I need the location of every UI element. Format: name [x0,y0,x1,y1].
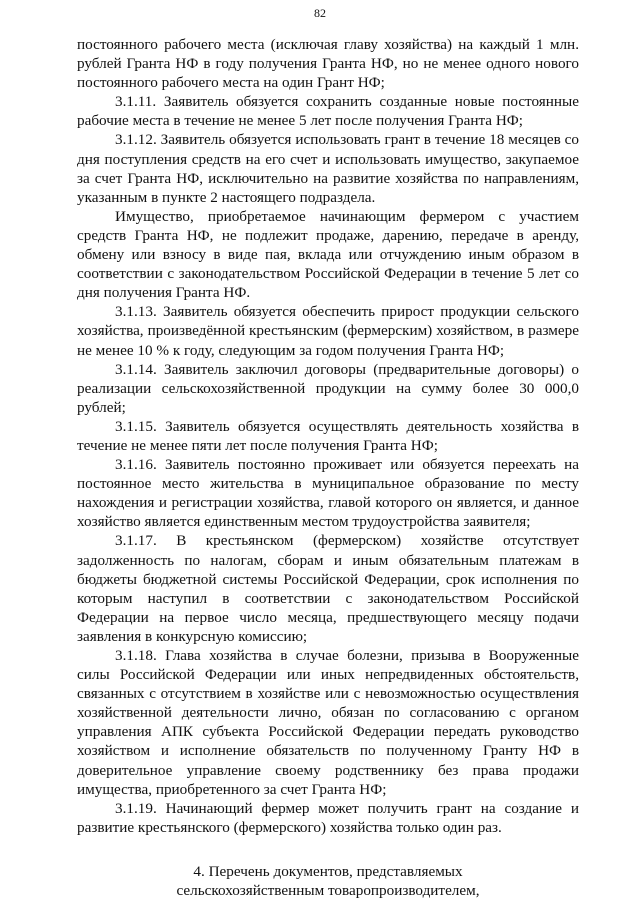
document-body [77,35,579,900]
paragraph-3-1-16: 3.1.16. Заявитель постоянно проживает или обязуется переехать на постоянное место жительства в муниципальное образование по месту нахождения и регистрации хозяйства, главой которого он является, и данное хозяйство является единственным местом трудоустройства заявителя; [77,456,579,531]
paragraph-3-1-17: 3.1.17. В крестьянском (фермерском) хозяйстве отсутствует задолженность по налогам, сборам и иным обязательным платежам в бюджеты бюджетной системы Российской Федерации, срок исполнения по которым наступил в соответствии с законодательством Российской Федерации на первое число месяца, предшествующего месяцу подачи заявления в конкурсную комиссию; [77,532,579,645]
paragraph-3-1-18: 3.1.18. Глава хозяйства в случае болезни, призыва в Вооруженные силы Российской Федерации или иных непредвиденных обстоятельств, связанных с отсутствием в хозяйстве или с невозможностью осуществления хозяйственной деятельности лично, обязан по согласованию с органом управления АПК субъекта Российской Федерации передать руководство хозяйством и исполнение обязательств по полученному Гранту НФ в доверительное управление своему родственнику без права продажи имущества, приобретенного за счет Гранта НФ; [77,647,579,798]
paragraph-3-1-14: 3.1.14. Заявитель заключил договоры (предварительные договоры) о реализации сельскохозяйственной продукции на сумму более 30 000,0 рублей; [77,360,579,416]
page-number: 82 [314,6,326,20]
paragraph-3-1-13: 3.1.13. Заявитель обязуется обеспечить прирост продукции сельского хозяйства, произведённой крестьянским (фермерским) хозяйством, в размере не менее 10 % к году, следующим за годом получения Гранта НФ; [77,303,579,359]
paragraph-3-1-11: 3.1.11. Заявитель обязуется сохранить созданные новые постоянные рабочие места в течение не менее 5 лет после получения Гранта НФ; [77,93,579,130]
paragraph-3-1-19: 3.1.19. Начинающий фермер может получить грант на создание и развитие крестьянского (фермерского) хозяйства только один раз. [77,799,579,836]
section-heading-line-1: 4. Перечень документов, представляемых [193,862,463,880]
paragraph-3-1-15: 3.1.15. Заявитель обязуется осуществлять деятельность хозяйства в течение не менее пяти лет после получения Гранта НФ; [77,417,579,454]
paragraph-property: Имущество, приобретаемое начинающим фермером с участием средств Гранта НФ, не подлежит продаже, дарению, передаче в аренду, обмену или взносу в виде пая, вклада или отчуждению иным образом в соответствии с законодательством Российской Федерации в течение 5 лет со дня получения Гранта НФ. [77,207,579,302]
section-heading-line-2: сельскохозяйственным товаропроизводителем, [176,882,480,900]
paragraph-continuation: постоянного рабочего места (исключая главу хозяйства) на каждый 1 млн. рублей Гранта НФ в году получения Гранта НФ, но не менее одного нового постоянного рабочего места на один Грант НФ; [77,36,579,92]
section-heading [77,862,579,900]
paragraph-3-1-12: 3.1.12. Заявитель обязуется использовать грант в течение 18 месяцев со дня поступления средств на его счет и использовать имущество, закупаемое за счет Гранта НФ, исключительно на развитие хозяйства по направлениям, указанным в пункте 2 настоящего подраздела. [77,131,579,206]
